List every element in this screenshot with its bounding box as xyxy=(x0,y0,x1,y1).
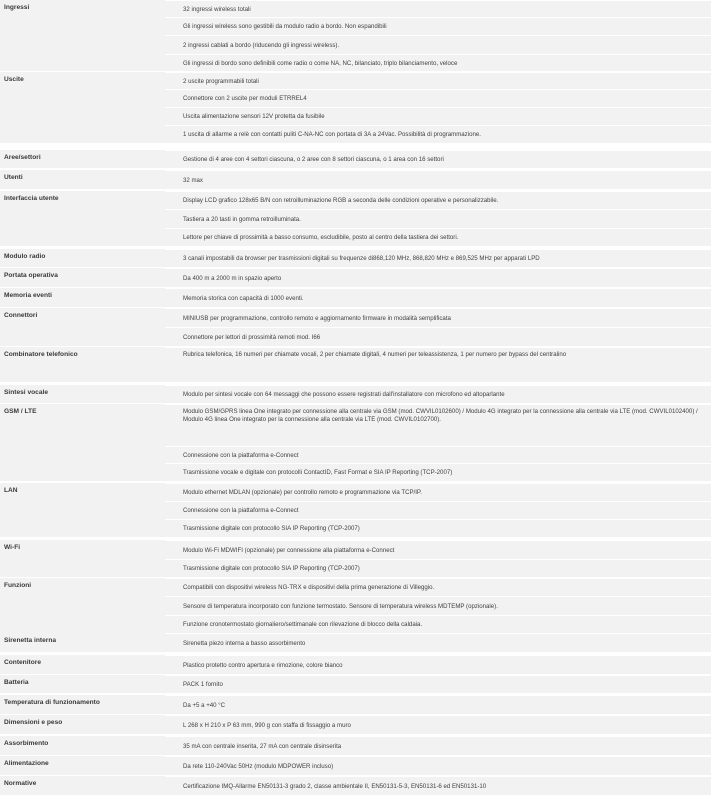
spec-group-lan xyxy=(0,483,711,537)
spec-group-utenti xyxy=(0,170,711,189)
spec-group-contenitore xyxy=(0,655,711,674)
spec-group-dimensioni-e-peso xyxy=(0,715,711,734)
spec-value-cell xyxy=(165,446,711,463)
spec-value: Gestione di 4 aree con 4 settori ciascuna, o 2 aree con 8 settori ciascuna, o 1 area con 16 settori xyxy=(183,156,444,163)
spec-value: Modulo per sintesi vocale con 64 messaggi che possono essere registrati dall'installatore con microfono ed altoparlante xyxy=(183,391,505,398)
spec-value: Rubrica telefonica, 16 numeri per chiamate vocali, 2 per chiamate digitali, 4 numeri per teleassistenza, 1 per numero per bypass del centralino xyxy=(183,351,567,358)
spec-label: Funzioni xyxy=(4,582,32,589)
spec-group-funzioni xyxy=(0,578,711,633)
spec-label: Uscite xyxy=(4,76,24,83)
spec-label: LAN xyxy=(4,487,18,494)
spec-value: Connettore con 2 uscite per moduli ETRREL4 xyxy=(183,95,307,102)
spec-value-cell xyxy=(165,404,711,446)
spec-value: Uscita alimentazione sensori 12V protetta da fusibile xyxy=(183,113,325,120)
spec-value: Certificazione IMQ-Allarme EN50131-3 grado 2, classe ambientale II, EN50131-5-3, EN50131-6 ed EN50131-10 xyxy=(183,783,487,790)
spec-value-cell xyxy=(165,308,711,327)
spec-group-sintesi-vocale xyxy=(0,385,711,403)
spec-label: Portata operativa xyxy=(4,272,58,279)
spec-label: Aree/settori xyxy=(4,154,41,161)
spec-value-cell xyxy=(165,615,711,633)
spec-group-ingressi xyxy=(0,0,711,71)
spec-value-cell xyxy=(165,107,711,125)
spec-value: MINIUSB per programmazione, controllo remoto e aggiornamento firmware in modalità semplificata xyxy=(183,315,451,322)
spec-label: Normative xyxy=(4,780,37,787)
spec-group-assorbimento xyxy=(0,736,711,755)
spec-value-cell xyxy=(165,209,711,228)
spec-value-cell xyxy=(165,675,711,693)
spec-value: Memoria storica con capacità di 1000 eventi. xyxy=(183,295,304,302)
spec-value: Da 400 m a 2000 m in spazio aperto xyxy=(183,275,282,282)
spec-value: Connessione con la piattaforma e-Connect xyxy=(183,452,299,459)
spec-label: Assorbimento xyxy=(4,740,49,747)
spec-value: Lettore per chiave di prossimità a basso consumo, escludibile, posto al centro della tastiera dei settori. xyxy=(183,234,459,241)
spec-value-cell xyxy=(165,776,711,795)
spec-value-cell xyxy=(165,228,711,246)
spec-value: Modulo GSM/GPRS linea One integrato per connessione alla centrale via GSM (mod. CWVIL0102600) / Modulo 4G integrato per la connessione alla centrale via LTE (mod. CWVIL0102400) / Modulo 4G linea One integrato per la connessione alla centrale via LTE (mod. CWVIL0102700). xyxy=(183,408,698,424)
spec-value-cell xyxy=(165,715,711,734)
spec-value-cell xyxy=(165,463,711,481)
spec-label: Batteria xyxy=(4,679,29,686)
spec-value-cell xyxy=(165,268,711,287)
spec-label: Memoria eventi xyxy=(4,292,53,299)
spec-label: Utenti xyxy=(4,174,23,181)
spec-value: Funzione cronotermostato giornaliero/settimanale con rilevazione di blocco della caldaia. xyxy=(183,621,423,628)
spec-value: Gli ingressi di bordo sono definibili come radio o come NA, NC, bilanciato, triplo bilanciamento, veloce xyxy=(183,60,458,67)
spec-value-cell xyxy=(165,54,711,71)
spec-value: L 268 x H 210 x P 63 mm, 990 g con staffa di fissaggio a muro xyxy=(183,722,351,729)
spec-group-combinatore-telefonico xyxy=(0,347,711,382)
spec-group-batteria xyxy=(0,675,711,693)
spec-value: Da rete 110-240Vac 50Hz (modulo MDPOWER incluso) xyxy=(183,763,334,770)
spec-label: Connettori xyxy=(4,312,38,319)
spec-value: 2 ingressi cablati a bordo (riducendo gli ingressi wireless). xyxy=(183,42,340,49)
spec-value: Da +5 a +40 °C xyxy=(183,702,226,709)
spec-label: Dimensioni e peso xyxy=(4,719,63,726)
spec-value-cell xyxy=(165,596,711,615)
spec-label: Interfaccia utente xyxy=(4,195,59,202)
spec-value-cell xyxy=(165,756,711,775)
spec-value-cell xyxy=(165,288,711,307)
spec-value: Sensore di temperatura incorporato con funzione termostato. Sensore di temperatura wireless MDTEMP (opzionale). xyxy=(183,603,498,610)
spec-value-cell xyxy=(165,125,711,143)
spec-value-cell xyxy=(165,17,711,35)
spec-label: GSM / LTE xyxy=(4,408,37,415)
spec-group-gsm-lte xyxy=(0,404,711,481)
spec-value-cell xyxy=(165,327,711,346)
spec-value: Trasmissione digitale con protocollo SIA IP Reporting (TCP-2007) xyxy=(183,525,360,532)
spec-value: Compatibili con dispositivi wireless NG-TRX e dispositivi della prima generazione di Villeggio. xyxy=(183,584,435,591)
spec-value-cell xyxy=(165,150,711,168)
spec-group-memoria-eventi xyxy=(0,288,711,307)
spec-value: 1 uscita di allarme a relè con contatti puliti C-NA-NC con portata di 3A a 24Vac. Possibilità di programmazione. xyxy=(183,131,481,138)
spec-value-cell xyxy=(165,191,711,209)
spec-value-cell xyxy=(165,501,711,519)
spec-value: Tastiera a 20 tasti in gomma retroilluminata. xyxy=(183,216,301,223)
spec-value: 35 mA con centrale inserita, 27 mA con centrale disinserita xyxy=(183,743,342,750)
spec-value-cell xyxy=(165,170,711,189)
spec-value: PACK 1 fornito xyxy=(183,681,223,688)
spec-value: 32 ingressi wireless totali xyxy=(183,6,251,13)
spec-label: Temperatura di funzionamento xyxy=(4,699,100,706)
spec-group-sirenetta-interna xyxy=(0,633,711,652)
spec-value-cell xyxy=(165,655,711,674)
spec-label: Ingressi xyxy=(4,4,30,11)
spec-value: Connettore per lettori di prossimità remoti mod. I66 xyxy=(183,334,321,341)
spec-value: Trasmissione vocale e digitale con protocolli ContactID, Fast Format e SIA IP Reporting (TCP-2007) xyxy=(183,469,453,476)
spec-label: Modulo radio xyxy=(4,253,46,260)
spec-value: Trasmissione digitale con protocollo SIA IP Reporting (TCP-2007) xyxy=(183,565,360,572)
spec-value-cell xyxy=(165,736,711,755)
spec-group-modulo-radio xyxy=(0,249,711,267)
spec-value-cell xyxy=(165,72,711,89)
spec-value: Plastico protetto contro apertura e rimozione, colore bianco xyxy=(183,662,343,669)
spec-group-uscite xyxy=(0,72,711,143)
spec-value: Sirenetta piezo interna a basso assorbimento xyxy=(183,640,306,647)
spec-value-cell xyxy=(165,578,711,596)
spec-label: Wi-Fi xyxy=(4,544,21,551)
spec-value-cell xyxy=(165,89,711,107)
spec-value-cell xyxy=(165,35,711,54)
spec-group-wi-fi xyxy=(0,540,711,577)
spec-value-cell xyxy=(165,385,711,403)
spec-label: Combinatore telefonico xyxy=(4,351,78,358)
spec-value: Display LCD grafico 128x65 B/N con retroilluminazione RGB a seconda delle condizioni operative e personalizzabile. xyxy=(183,197,499,204)
spec-label: Contenitore xyxy=(4,659,41,666)
spec-value: 32 max xyxy=(183,177,203,184)
spec-value: 3 canali impostabili da browser per trasmissioni digitali su frequenze di868,120 MHz, 868,820 MHz e 869,525 MHz per apparati LPD xyxy=(183,255,540,262)
spec-value-cell xyxy=(165,0,711,17)
spec-group-interfaccia-utente xyxy=(0,191,711,246)
spec-value-cell xyxy=(165,559,711,577)
spec-value-cell xyxy=(165,633,711,652)
spec-value: Modulo ethernet MDLAN (opzionale) per controllo remoto e programmazione via TCP/IP. xyxy=(183,489,422,496)
spec-group-aree-settori xyxy=(0,150,711,168)
spec-value-cell xyxy=(165,347,711,382)
spec-label: Alimentazione xyxy=(4,760,49,767)
spec-value: Connessione con la piattaforma e-Connect xyxy=(183,507,299,514)
spec-value: 2 uscite programmabili totali xyxy=(183,78,259,85)
spec-value-cell xyxy=(165,249,711,267)
spec-value-cell xyxy=(165,519,711,537)
spec-label: Sirenetta interna xyxy=(4,637,57,644)
spec-value: Modulo Wi-Fi MDWIFI (opzionale) per connessione alla piattaforma e-Connect xyxy=(183,547,395,554)
spec-group-alimentazione xyxy=(0,756,711,775)
spec-group-portata-operativa xyxy=(0,268,711,287)
spec-label: Sintesi vocale xyxy=(4,389,48,396)
spec-group-temperatura-di-funzionamento xyxy=(0,695,711,714)
spec-value-cell xyxy=(165,695,711,714)
spec-value-cell xyxy=(165,540,711,559)
spec-value: Gli ingressi wireless sono gestibili da modulo radio a bordo. Non espandibili xyxy=(183,23,387,30)
spec-value-cell xyxy=(165,483,711,501)
spec-group-normative xyxy=(0,776,711,795)
spec-group-connettori xyxy=(0,308,711,346)
